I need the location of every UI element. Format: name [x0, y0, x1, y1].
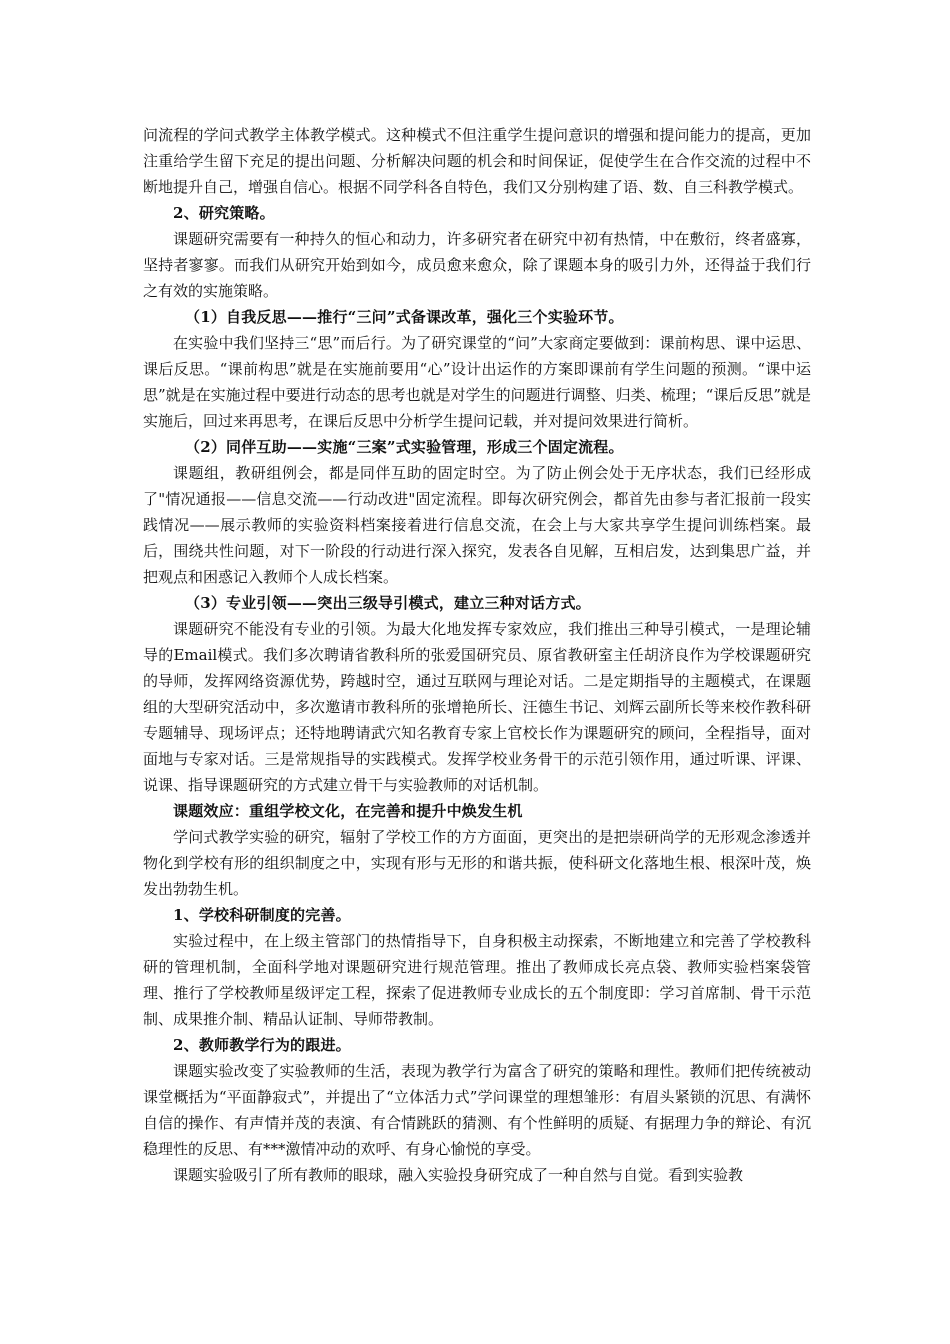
subheading-self-reflection: （1）自我反思——推行“三问”式备课改革，强化三个实验环节。: [185, 308, 624, 326]
document-page: [143, 122, 811, 1188]
paragraph-self-reflection: 在实验中我们坚持三“思”而后行。为了研究课堂的“问”大家商定要做到：课前构思、课中运思、课后反思。“课前构思”就是在实施前要用“心”设计出运作的方案即课前有学生问题的预测。“课中运思”就是在实施过程中要进行动态的思考也就是对学生的问题进行调整、归类、梳理；“课后反思”就是实施后，回过来再思考，在课后反思中分析学生提问记载，并对提问效果进行简析。: [143, 334, 812, 430]
heading-project-effect: 课题效应：重组学校文化，在完善和提升中焕发生机: [173, 802, 523, 820]
paragraph-strategy-intro: 课题研究需要有一种持久的恒心和动力，许多研究者在研究中初有热情，中在敷衍，终者盛寡，坚持者寥寥。而我们从研究开始到如今，成员愈来愈众，除了课题本身的吸引力外，还得益于我们行之有效的实施策略。: [143, 230, 811, 300]
heading-teaching-behavior: 2、教师教学行为的跟进。: [173, 1036, 351, 1054]
paragraph-teaching-behavior: 课题实验改变了实验教师的生活，表现为教学行为富含了研究的策略和理性。教师们把传统被动课堂概括为“平面静寂式”，并提出了“立体活力式”学问课堂的理想雏形：有眉头紧锁的沉思、有满怀自信的操作、有声情并茂的表演、有合情跳跃的猜测、有个性鲜明的质疑、有据理力争的辩论、有沉稳理性的反思、有***激情冲动的欢呼、有身心愉悦的享受。: [143, 1062, 811, 1158]
paragraph-research-system: 实验过程中，在上级主管部门的热情指导下，自身积极主动探索，不断地建立和完善了学校教科研的管理机制，全面科学地对课题研究进行规范管理。推出了教师成长亮点袋、教师实验档案袋管理、推行了学校教师星级评定工程，探索了促进教师专业成长的五个制度即：学习首席制、骨干示范制、成果推介制、精品认证制、导师带教制。: [143, 932, 811, 1028]
heading-research-system: 1、学校科研制度的完善。: [173, 906, 351, 924]
paragraph-intro: 问流程的学问式教学主体教学模式。这种模式不但注重学生提问意识的增强和提问能力的提高，更加注重给学生留下充足的提出问题、分析解决问题的机会和时间保证，促使学生在合作交流的过程中不断地提升自己，增强自信心。根据不同学科各自特色，我们又分别构建了语、数、自三科教学模式。: [143, 126, 811, 196]
heading-research-strategy: 2、研究策略。: [173, 204, 275, 222]
subheading-peer-support: （2）同伴互助——实施“三案”式实验管理，形成三个固定流程。: [185, 438, 624, 456]
paragraph-professional-guidance: 课题研究不能没有专业的引领。为最大化地发挥专家效应，我们推出三种导引模式，一是理论辅导的Email模式。我们多次聘请省教科所的张爱国研究员、原省教研室主任胡济良作为学校课题研究的导师，发挥网络资源优势，跨越时空，通过互联网与理论对话。二是定期指导的主题模式，在课题组的大型研究活动中，多次邀请市教科所的张增艳所长、汪德生书记、刘辉云副所长等来校作教科研专题辅导、现场评点；还特地聘请武穴知名教育专家上官校长作为课题研究的顾问，全程指导，面对面地与专家对话。三是常规指导的实践模式。发挥学校业务骨干的示范引领作用，通过听课、评课、说课、指导课题研究的方式建立骨干与实验教师的对话机制。: [143, 620, 811, 794]
subheading-professional-guidance: （3）专业引领——突出三级导引模式，建立三种对话方式。: [185, 594, 591, 612]
paragraph-closing: 课题实验吸引了所有教师的眼球，融入实验投身研究成了一种自然与自觉。看到实验教: [173, 1166, 744, 1184]
paragraph-project-effect: 学问式教学实验的研究，辐射了学校工作的方方面面，更突出的是把崇研尚学的无形观念渗透并物化到学校有形的组织制度之中，实现有形与无形的和谐共振，使科研文化落地生根、根深叶茂，焕发出勃勃生机。: [143, 828, 811, 898]
paragraph-peer-support: 课题组，教研组例会，都是同伴互助的固定时空。为了防止例会处于无序状态，我们已经形成了"情况通报——信息交流——行动改进"固定流程。即每次研究例会，都首先由参与者汇报前一段实践情况——展示教师的实验资料档案接着进行信息交流，在会上与大家共享学生提问训练档案。最后，围绕共性问题，对下一阶段的行动进行深入探究，发表各自见解，互相启发，达到集思广益，并把观点和困惑记入教师个人成长档案。: [143, 464, 811, 586]
